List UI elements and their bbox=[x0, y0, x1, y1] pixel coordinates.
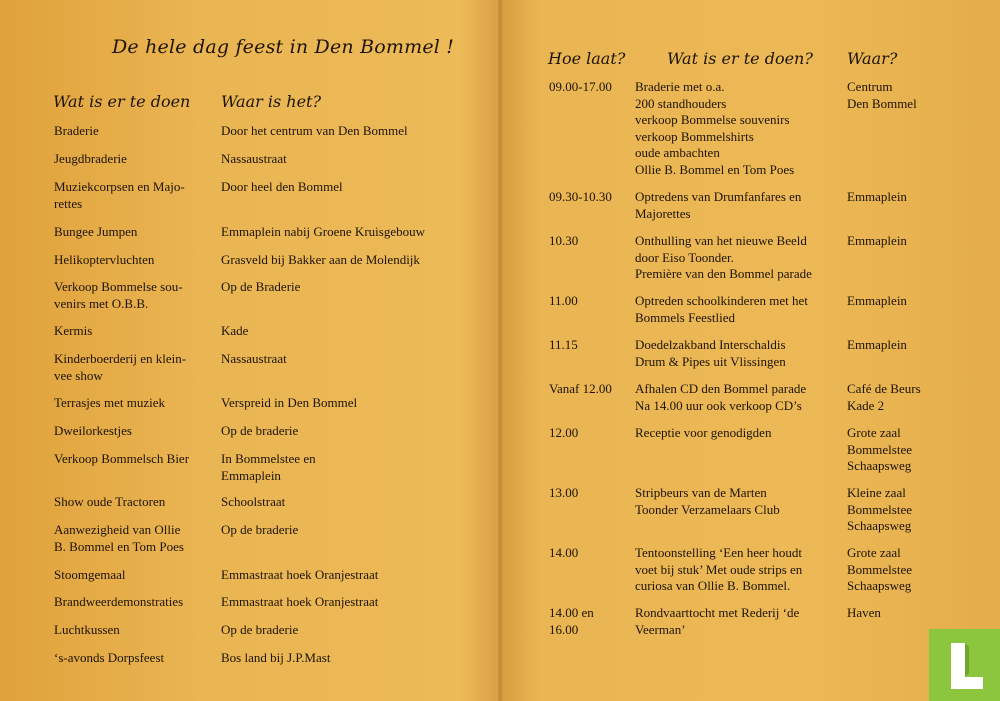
right-activity-text: Première van den Bommel parade bbox=[635, 266, 812, 281]
left-activity-text: Show oude Tractoren bbox=[54, 494, 166, 509]
left-activity-text: Braderie bbox=[54, 123, 99, 138]
left-location-text: Schoolstraat bbox=[221, 494, 286, 509]
right-location-text: Bommelstee bbox=[847, 501, 912, 517]
left-location-text: Emmaplein nabij Groene Kruisgebouw bbox=[221, 224, 425, 239]
right-location-text: Centrum bbox=[847, 79, 893, 94]
right-time-text: Vanaf 12.00 bbox=[549, 381, 612, 396]
left-activity-text: Verkoop Bommelsch Bier bbox=[54, 451, 190, 466]
right-location-text: Café de Beurs bbox=[847, 381, 921, 396]
left-location-text: Emmastraat hoek Oranjestraat bbox=[221, 594, 379, 609]
right-activity-text: Drum & Pipes uit Vlissingen bbox=[635, 353, 786, 369]
left-activity-text: rettes bbox=[54, 195, 83, 211]
left-location-text: Op de Braderie bbox=[221, 279, 301, 294]
right-location-text: Schaapsweg bbox=[847, 578, 912, 593]
left-activity-text: Terrasjes met muziek bbox=[54, 395, 165, 410]
right-activity-text: verkoop Bommelshirts bbox=[635, 128, 754, 144]
right-activity-text: Veerman’ bbox=[635, 621, 686, 637]
lastdodo-l-icon bbox=[929, 629, 1000, 701]
left-activity-text: Helikoptervluchten bbox=[54, 252, 155, 267]
right-activity-text: Stripbeurs van de Marten bbox=[635, 485, 767, 500]
left-activity-text: Brandweerdemonstraties bbox=[54, 594, 184, 609]
left-location-text: Nassaustraat bbox=[221, 351, 287, 366]
left-location-text: Door heel den Bommel bbox=[221, 179, 343, 194]
right-time-text: 09.30-10.30 bbox=[549, 189, 612, 204]
right-location-text: Den Bommel bbox=[847, 95, 917, 111]
left-activity-text: Bungee Jumpen bbox=[54, 224, 138, 239]
left-location-text: Emmastraat hoek Oranjestraat bbox=[221, 567, 379, 582]
right-location-text: Schaapsweg bbox=[847, 518, 912, 533]
right-location-text: Kleine zaal bbox=[847, 485, 906, 500]
left-location-text: Grasveld bij Bakker aan de Molendijk bbox=[221, 252, 420, 267]
right-activity-text: Optreden schoolkinderen met het bbox=[635, 293, 808, 308]
left-activity-text: Stoomgemaal bbox=[54, 567, 126, 582]
right-activity-text: Optredens van Drumfanfares en bbox=[635, 189, 802, 204]
right-location-text: Kade 2 bbox=[847, 397, 885, 413]
right-location-text: Bommelstee bbox=[847, 441, 912, 457]
left-activity-text: Luchtkussen bbox=[54, 622, 120, 637]
left-location-text: Op de braderie bbox=[221, 423, 299, 438]
left-activity-text: Kinderboerderij en klein- bbox=[54, 351, 187, 366]
right-activity-text: curiosa van Ollie B. Bommel. bbox=[635, 578, 791, 593]
right-activity-text: Ollie B. Bommel en Tom Poes bbox=[635, 161, 795, 177]
left-location-text: In Bommelstee en bbox=[221, 451, 316, 466]
left-location-text: Bos land bij J.P.Mast bbox=[221, 650, 331, 665]
left-location-text: Emmaplein bbox=[221, 467, 281, 483]
left-location-text: Door het centrum van Den Bommel bbox=[221, 123, 408, 138]
right-time-text: 12.00 bbox=[549, 425, 579, 440]
right-time-text: 11.00 bbox=[549, 293, 578, 308]
right-location-text: Grote zaal bbox=[847, 425, 901, 440]
right-activity-text: Bommels Feestlied bbox=[635, 309, 736, 325]
right-activity-text: 200 standhouders bbox=[635, 95, 727, 111]
right-activity-text: Rondvaarttocht met Rederij ‘de bbox=[635, 605, 800, 620]
left-activity-text: B. Bommel en Tom Poes bbox=[54, 538, 184, 554]
left-header-location: Waar is het? bbox=[221, 92, 322, 111]
right-location-text: Grote zaal bbox=[847, 545, 901, 560]
right-activity-text: Tentoonstelling ‘Een heer houdt bbox=[635, 545, 802, 560]
right-location-text: Emmaplein bbox=[847, 189, 907, 204]
left-location-text: Verspreid in Den Bommel bbox=[221, 395, 358, 410]
right-location-text: Emmaplein bbox=[847, 233, 907, 248]
left-location-text: Op de braderie bbox=[221, 622, 299, 637]
right-activity-text: Na 14.00 uur ook verkoop CD’s bbox=[635, 397, 802, 413]
right-activity-text: oude ambachten bbox=[635, 145, 720, 160]
left-location-text: Kade bbox=[221, 323, 249, 338]
left-location-text: Nassaustraat bbox=[221, 151, 287, 166]
left-activity-text: Dweilorkestjes bbox=[54, 423, 132, 438]
right-activity-text: verkoop Bommelse souvenirs bbox=[635, 112, 790, 127]
right-activity-text: door Eiso Toonder. bbox=[635, 249, 734, 265]
right-time-text: 11.15 bbox=[549, 337, 578, 352]
left-activity-text: Kermis bbox=[54, 323, 93, 338]
right-activity-text: Braderie met o.a. bbox=[635, 79, 725, 94]
right-location-text: Emmaplein bbox=[847, 293, 907, 308]
left-activity-text: vee show bbox=[54, 367, 103, 383]
right-activity-text: voet bij stuk’ Met oude strips en bbox=[635, 561, 803, 577]
right-location-text: Haven bbox=[847, 605, 881, 620]
left-header-activity: Wat is er te doen bbox=[53, 92, 191, 111]
page-fold bbox=[497, 0, 503, 701]
left-activity-text: Muziekcorpsen en Majo- bbox=[54, 179, 185, 194]
right-location-text: Emmaplein bbox=[847, 337, 907, 352]
right-header-time: Hoe laat? bbox=[548, 49, 626, 68]
left-location-text: Op de braderie bbox=[221, 522, 299, 537]
page-title: De hele dag feest in Den Bommel ! bbox=[112, 36, 455, 58]
right-time-text: 10.30 bbox=[549, 233, 579, 248]
left-activity-text: Jeugdbraderie bbox=[54, 151, 127, 166]
right-location-text: Schaapsweg bbox=[847, 458, 912, 473]
left-activity-text: ‘s-avonds Dorpsfeest bbox=[54, 650, 165, 665]
right-time-text: 09.00-17.00 bbox=[549, 79, 612, 94]
left-activity-text: Aanwezigheid van Ollie bbox=[54, 522, 181, 537]
right-activity-text: Onthulling van het nieuwe Beeld bbox=[635, 233, 807, 248]
right-time-text: 13.00 bbox=[549, 485, 579, 500]
right-time-text: 14.00 bbox=[549, 545, 579, 560]
right-time-text: 14.00 en bbox=[549, 605, 594, 620]
right-header-location: Waar? bbox=[847, 49, 898, 68]
right-location-text: Bommelstee bbox=[847, 561, 912, 577]
right-activity-text: Receptie voor genodigden bbox=[635, 425, 772, 440]
right-time-text: 16.00 bbox=[549, 621, 579, 637]
left-activity-text: venirs met O.B.B. bbox=[54, 295, 149, 311]
right-activity-text: Majorettes bbox=[635, 205, 691, 221]
right-activity-text: Afhalen CD den Bommel parade bbox=[635, 381, 807, 396]
right-activity-text: Doedelzakband Interschaldis bbox=[635, 337, 786, 352]
right-activity-text: Toonder Verzamelaars Club bbox=[635, 501, 780, 517]
right-header-activity: Wat is er te doen? bbox=[667, 49, 813, 68]
left-activity-text: Verkoop Bommelse sou- bbox=[54, 279, 183, 294]
